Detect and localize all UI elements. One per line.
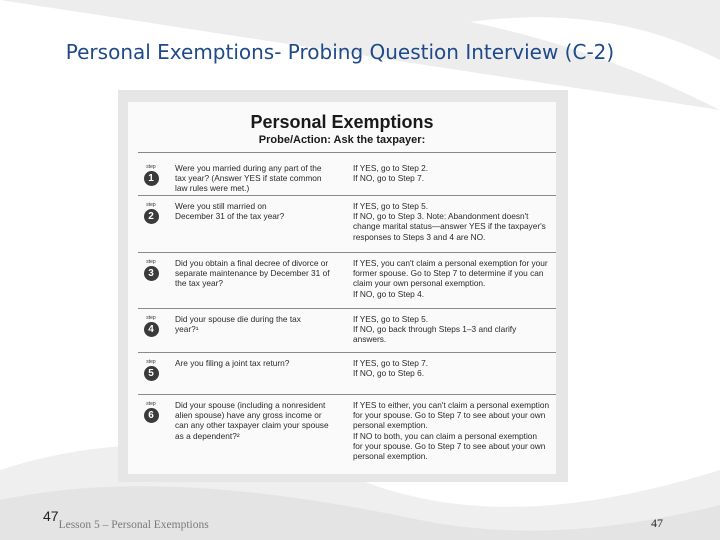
step-label: step	[146, 359, 156, 365]
step-label: step	[146, 202, 156, 208]
step-action: If YES to either, you can't claim a personal exemption for your spouse. Go to Step 7 to see about your own personal exemption. If NO to both, you can claim a personal exemption for your spouse. Go to Step 7 to see about your own personal exemption.	[353, 400, 550, 462]
step-row-4	[138, 309, 556, 353]
step-row-2	[138, 196, 556, 253]
step-row-6	[138, 395, 556, 465]
step-action: If YES, go to Step 2. If NO, go to Step 7.	[353, 163, 429, 184]
step-badge	[142, 164, 160, 186]
step-question: Did your spouse (including a nonresident alien spouse) have any gross income or can any other taxpayer claim your spouse as a dependent?²	[175, 400, 329, 441]
step-number: 2	[144, 209, 159, 224]
step-badge	[142, 259, 160, 281]
step-label: step	[146, 401, 156, 407]
step-question: Are you filing a joint tax return?	[175, 358, 290, 368]
footer-lesson-title: Lesson 5 – Personal Exemptions	[58, 519, 209, 531]
step-badge	[142, 359, 160, 381]
footer-left	[43, 508, 209, 531]
steps-table	[138, 158, 556, 465]
card-title: Personal Exemptions	[250, 112, 434, 132]
step-action: If YES, you can't claim a personal exemption for your former spouse. Go to Step 7 to determine if you can claim your own personal exemption. If NO, go to Step 4.	[353, 258, 548, 299]
step-label: step	[146, 164, 156, 170]
footer-page-number: 47	[651, 516, 663, 530]
step-label: step	[146, 259, 156, 265]
scanned-table-image	[118, 90, 568, 482]
step-number: 6	[144, 408, 159, 423]
step-row-1	[138, 158, 556, 196]
step-label: step	[146, 315, 156, 321]
step-action: If YES, go to Step 5. If NO, go back through Steps 1–3 and clarify answers.	[353, 314, 517, 345]
step-badge	[142, 202, 160, 224]
footer-slide-number: 47	[43, 508, 59, 524]
step-question: Did you obtain a final decree of divorce or separate maintenance by December 31 of the tax year?	[175, 258, 330, 289]
step-question: Did your spouse die during the tax year?¹	[175, 314, 301, 335]
slide-title: Personal Exemptions- Probing Question Interview (C-2)	[65, 40, 615, 64]
step-row-5	[138, 353, 556, 395]
step-badge	[142, 315, 160, 337]
step-question: Were you married during any part of the tax year? (Answer YES if state common law rules were met.)	[175, 163, 322, 194]
card-subtitle: Probe/Action: Ask the taxpayer:	[258, 134, 426, 146]
personal-exemptions-card	[128, 102, 556, 474]
step-badge	[142, 401, 160, 423]
header-divider	[138, 152, 556, 153]
step-number: 1	[144, 171, 159, 186]
step-number: 5	[144, 366, 159, 381]
step-question: Were you still married on December 31 of the tax year?	[175, 201, 285, 222]
step-number: 3	[144, 266, 159, 281]
step-row-3	[138, 253, 556, 309]
step-action: If YES, go to Step 7. If NO, go to Step 6.	[353, 358, 429, 379]
step-action: If YES, go to Step 5. If NO, go to Step 3. Note: Abandonment doesn't change marital status—answer YES if the taxpayer's responses to Steps 3 and 4 are NO.	[353, 201, 546, 242]
step-number: 4	[144, 322, 159, 337]
